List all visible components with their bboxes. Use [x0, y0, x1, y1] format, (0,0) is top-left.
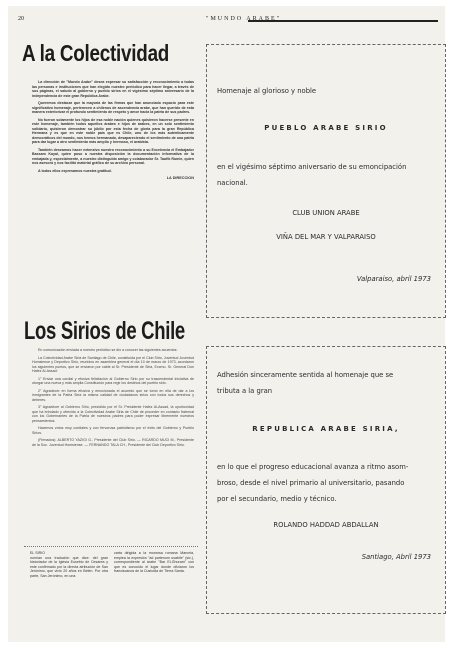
ad1-footer: Valparaiso, abril 1973 [356, 275, 431, 283]
page-header [18, 16, 438, 28]
ad2-line3: REPUBLICA ARABE SIRIA, [252, 425, 400, 433]
ad1-line6: VIÑA DEL MAR Y VALPARAISO [276, 233, 376, 241]
article1-paragraph: La dirección de "Mundo Arabe" desea expresar su satisfacción y reconocimiento a todas las personas e instituciones que han elegido nuestro periódico para hacer llegar, a través de sus páginas, el saludo al gobierno y pueblo sirios en el vigésimo séptimo aniversario de la independencia de este gran República Arabe. [32, 80, 194, 98]
article2-paragraph: 1° Enviar una cordial y efusiva felicitación al Gobierno Sirio por su trascendental iniciativa de otorgar una nueva y más amplia Constitución para regir los destinos del pueblo sirio. [32, 376, 194, 385]
ad2-line1: Adhesión sinceramente sentida al homenaje que se [217, 371, 394, 379]
ad2-line2: tributa a la gran [217, 387, 273, 395]
continuation-right [114, 551, 194, 574]
article2-title: Los Sirios de Chile [24, 317, 185, 345]
article2-paragraph: En comunicación enviada a nuestro periódico se dio a conocer las siguientes acuerdos: [38, 348, 178, 352]
article2-body [32, 348, 194, 450]
tribute-ad-haddad [206, 346, 446, 614]
ad2-name: ROLANDO HADDAD ABDALLAN [273, 521, 379, 529]
article1-body [32, 80, 194, 181]
article1-paragraph: Queremos destacar que la mayoría de las firmas que han anunciado espacio para este significativo homenaje, pertenecen a chilenos de ascendencia arabe, que han querido de esta manera exteriorizar el profundo sentimiento de respeto y amor hacia la patria de sus padres. [32, 101, 194, 114]
ad2-line4: en lo que el progreso educacional avanza a ritmo asom- [217, 463, 409, 471]
article1-paragraph: No fueron solamente los hijos de esa noble nación quienes quisieron hacerse presente en este homenaje, también todos aquellos árabes e hijos de árabes, en un solo sentimiento solidario, quisieron demostrar su júbilo por esta fecha de gloria para la gran República Hermana y es que en este noble país que es Chile, uno de los más auténticamente democráticos del mundo, nos hemos hermanado, desapareciendo el sentimiento de una patria para dar lugar a otro sentimiento más amplio y hermoso, el arabista. [32, 117, 194, 144]
article1-paragraph: A todos ellos expresamos nuestra gratitud. [38, 168, 112, 173]
continuation-right-text: carta dirigida a la monrosa romana Marcela, emplea la expresión "ad partenum usabile" (sic.), correspondiente al árabe "Bar El-Ghuram" con que es conocido el lugar donde oficiaron los franciscanos de la Custodia de Tierra Santa. [114, 551, 194, 573]
header-rule [248, 20, 438, 22]
article2-paragraph: La Colectividad Arabe Siria de Santiago de Chile, constituida por el Club Sirio, Juventud Juventud Homsiense y Deportivo Sirio, reunidos en asamblea general el día 10 de marzo de 1973, acordaron los siguientes puntos, que se enviaron por cable al Sr. Presidente de Siria, Excmo. Sr. General Don Hafez Al-Assad: [32, 355, 194, 373]
page-number: 20 [18, 16, 24, 22]
ad1-line3: en el vigésimo séptimo aniversario de su emoncipación [217, 163, 407, 171]
article1-title: A la Colectividad [22, 40, 170, 66]
ad2-footer: Santiago, Abril 1973 [361, 553, 431, 561]
ad2-line6: por el secundario, medio y técnico. [217, 495, 337, 503]
ad2-line5: broso, desde el nivel primario al universitario, pasando [217, 479, 405, 487]
article2-paragraph: 2° Agradecer en forma efusiva y emocionada el acuerdo que se tomó en ella de dar a los inmigrantes de la Patria Siria la misma calidad de ciudadanos sirios con todos sus derechos y deberes. [32, 388, 194, 402]
tribute-ad-club-union-arabe [206, 44, 446, 318]
magazine-page [8, 6, 445, 642]
article1-paragraph: También deseamos hacer extensivo nuestro reconocimiento a su Excelencia el Embajador Bassam Kayal, quien puso a nuestra disposición la documentación informativa de la embajada y, especialmente, a nuestro distinguido amigo y colaborador Sr. Taufik Rumie, quien nos asesoró y nos facilitó material gráfico de su archivo personal. [32, 147, 194, 165]
column-divider [24, 546, 198, 547]
article2-paragraph: 3° Agradecer al Gobierno Sirio, presidido por el Sr. Presidente Hafez Al-Assad, la oportunidad que ha brindado y ofrecido a la Colectividad Arabe Siria de Chile de proceder en contacto fraternal con los Gobernantes de la Patria de nuestros padres para poder expresar libremente nuestros pensamientos. [32, 405, 194, 423]
article2-paragraph: (Firmados): ALBERTO YAZIGI G., Presidente del Club Sirio. — RICARDO MUCI M., Presidente de la Soc. Juventud Homsiense. — FERNANDO TALA CH., Presidente del Club Deportivo Sirio. [32, 438, 194, 447]
ad1-line4: nacional. [217, 179, 248, 187]
article1-signature: LA DIRECCION [166, 176, 194, 180]
publication-name: "MUNDO ARABE" [206, 16, 282, 22]
continuation-left [30, 551, 108, 578]
continuation-left-text: EL SIRIO nomían una tradución que dice: del gran historiador de la Iglesia Eusebio de Cesárea y este confirmado por la directa atribución de San Jerónimo, que vivió 20 años en Belén. Por otra parte, San Jerónimo, en una [30, 551, 108, 578]
ad1-line1: Homenaje al glorioso y noble [217, 87, 317, 95]
ad1-line2: PUEBLO ARABE SIRIO [264, 124, 388, 132]
ad1-line5: CLUB UNION ARABE [292, 209, 360, 217]
article2-paragraph: Hacemos votos muy cordiales y con fervorosa patriotismo por el éxito del Gobierno y Pueblo Sirios. [32, 426, 194, 435]
